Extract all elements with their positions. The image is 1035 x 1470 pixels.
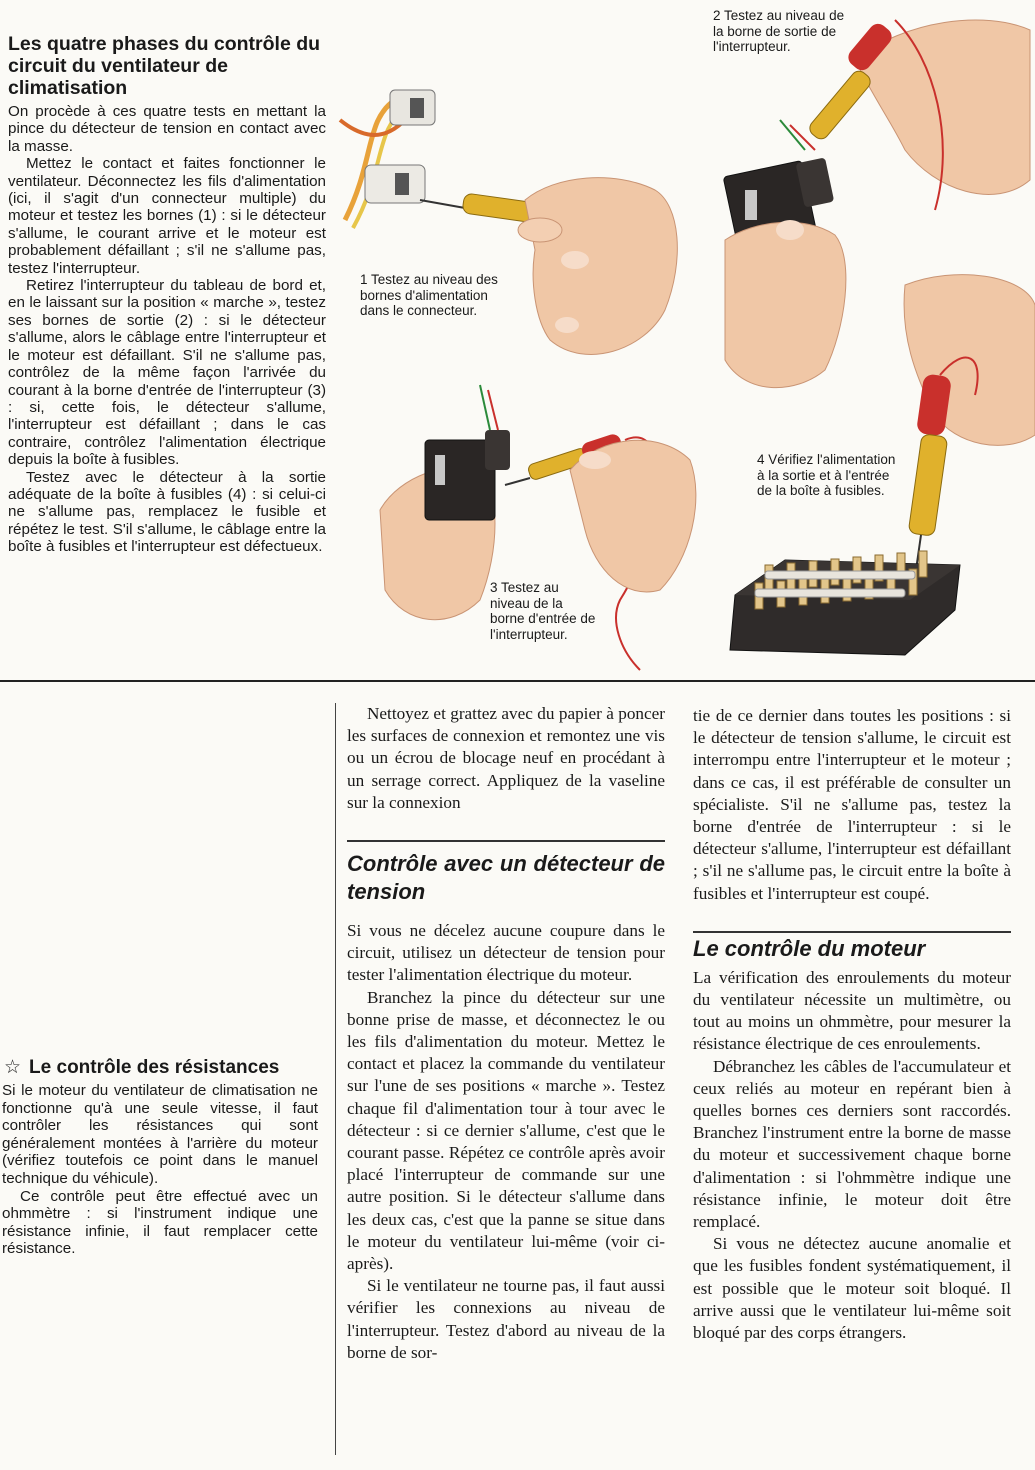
section-rule — [347, 840, 665, 842]
resistances-body — [2, 1082, 318, 1258]
section-body — [8, 103, 326, 556]
column-divider — [335, 703, 336, 1455]
middle-column — [347, 703, 665, 1364]
star-icon: ☆ — [4, 1057, 22, 1078]
paragraph: Mettez le contact et faites fonctionner le ventilateur. Déconnectez les fils d'alimentation (ici, il s'agit d'un connecteur multiple) du moteur et testez les bornes (1) : si le détecteur s'allume, le courant arrive et le moteur est probablement défaillant ; s'il ne s'allume pas, testez l'interrupteur. — [8, 155, 326, 277]
section-rule — [693, 931, 1011, 933]
section-heading: Le contrôle du moteur — [693, 935, 926, 961]
caption-1: 1 Testez au niveau des bornes d'alimentation dans le connecteur. — [360, 272, 498, 319]
paragraph: Si vous ne décelez aucune coupure dans le circuit, utilisez un détecteur de tension pour tester l'alimentation électrique du moteur. — [347, 921, 665, 985]
caption-2: 2 Testez au niveau de la borne de sortie de l'interrupteur. — [713, 8, 845, 55]
resistances-title: ☆ Le contrôle des résistances — [4, 1057, 280, 1078]
paragraph: Si vous ne détectez aucune anomalie et que les fusibles fondent systématiquement, il est possible que le moteur soit bloqué. Il arrive aussi que le ventilateur lui-même soit bloqué par des corps étrangers. — [693, 1234, 1011, 1343]
paragraph: tie de ce dernier dans toutes les positions : si le détecteur de tension s'allume, le circuit est interrompu entre l'interrupteur et le moteur ; dans ce cas, il est préférable de consulter un spécialiste. S'il ne s'allume pas, testez la borne d'entrée de l'interrupteur : si le détecteur s'allume, l'interrupteur est défaillant ; s'il ne s'allume pas, le circuit entre la boîte à fusibles et l'interrupteur est coupé. — [693, 706, 1011, 903]
illustration-connector-test — [335, 80, 700, 380]
paragraph: Testez avec le détecteur à la sortie adéquate de la boîte à fusibles (4) : si celui-ci ne s'allume pas, remplacez le fusible et répétez le test. S'il s'allume, le câblage entre la boîte à fusibles et l'interrupteur est défectueux. — [8, 468, 326, 556]
horizontal-divider — [0, 680, 1035, 682]
section-title: Les quatre phases du contrôle du circuit du ventilateur de climatisation — [8, 33, 321, 99]
paragraph: Branchez la pince du détecteur sur une bonne prise de masse, et déconnectez le ou les fils d'alimentation du moteur. Mettez le contact et placez la commande du ventilateur sur l'une de ses positions « marche ». Testez chaque fil d'alimentation tour à tour avec le détecteur : si ce dernier s'allume, c'est que le courant passe. Répétez ce contrôle après avoir placé l'interrupteur de commande sur une autre position. Si le détecteur s'allume dans les deux cas, c'est que la panne se situe dans le moteur du ventilateur lui-même (voir ci-après). — [347, 987, 665, 1274]
paragraph: Débranchez les câbles de l'accumulateur et ceux reliés au moteur en repérant bien à quelles bornes ces derniers sont raccordés. Branchez l'instrument entre la borne de masse du moteur et successivement chaque borne d'alimentation : si l'ohmmètre indique une résistance infinie, le moteur doit être remplacé. — [693, 1056, 1011, 1232]
section-heading: Contrôle avec un détecteur de tension — [347, 851, 665, 905]
paragraph: Si le ventilateur ne tourne pas, il faut aussi vérifier les connexions au niveau de l'interrupteur. Testez d'abord au niveau de la borne de sor- — [347, 1276, 665, 1362]
paragraph: La vérification des enroulements du moteur du ventilateur nécessite un multimètre, ou tout au moins un ohmmètre, pour mesurer la résistance électrique de ces enroulements. — [693, 967, 1011, 1054]
paragraph: Retirez l'interrupteur du tableau de bord et, en le laissant sur la position « marche », testez ses bornes de sortie (2) : si le détecteur s'allume, alors le câblage entre l'interrupteur et le moteur est défaillant. S'il ne s'allume pas, contrôlez de la même façon l'arrivée du courant à la borne d'entrée de l'interrupteur (3) : si, cette fois, le détecteur s'allume, l'interrupteur est défaillant ; dans le cas contraire, contrôlez l'alimentation électrique depuis la boîte à fusibles. — [8, 277, 326, 469]
paragraph: Ce contrôle peut être effectué avec un ohmmètre : si l'instrument indique une résistance infinie, il faut remplacer cette résistance. — [2, 1187, 318, 1258]
caption-4: 4 Vérifiez l'alimentation à la sortie et à l'entrée de la boîte à fusibles. — [757, 452, 896, 499]
paragraph: Nettoyez et grattez avec du papier à poncer les surfaces de connexion et remontez une vis ou un écrou de blocage neuf en procédant à un serrage correct. Appliquez de la vaseline sur la connexion — [347, 704, 665, 812]
paragraph: On procède à ces quatre tests en mettant la pince du détecteur de tension en contact avec la masse. — [8, 103, 326, 155]
paragraph: Si le moteur du ventilateur de climatisation ne fonctionne qu'à une seule vitesse, il faut contrôler les résistances qui sont généralement montées à l'arrière du moteur (vérifiez toutefois ce point dans le manuel technique du véhicule). — [2, 1082, 318, 1187]
right-column — [693, 705, 1011, 1344]
caption-3: 3 Testez au niveau de la borne d'entrée de l'interrupteur. — [490, 580, 596, 642]
